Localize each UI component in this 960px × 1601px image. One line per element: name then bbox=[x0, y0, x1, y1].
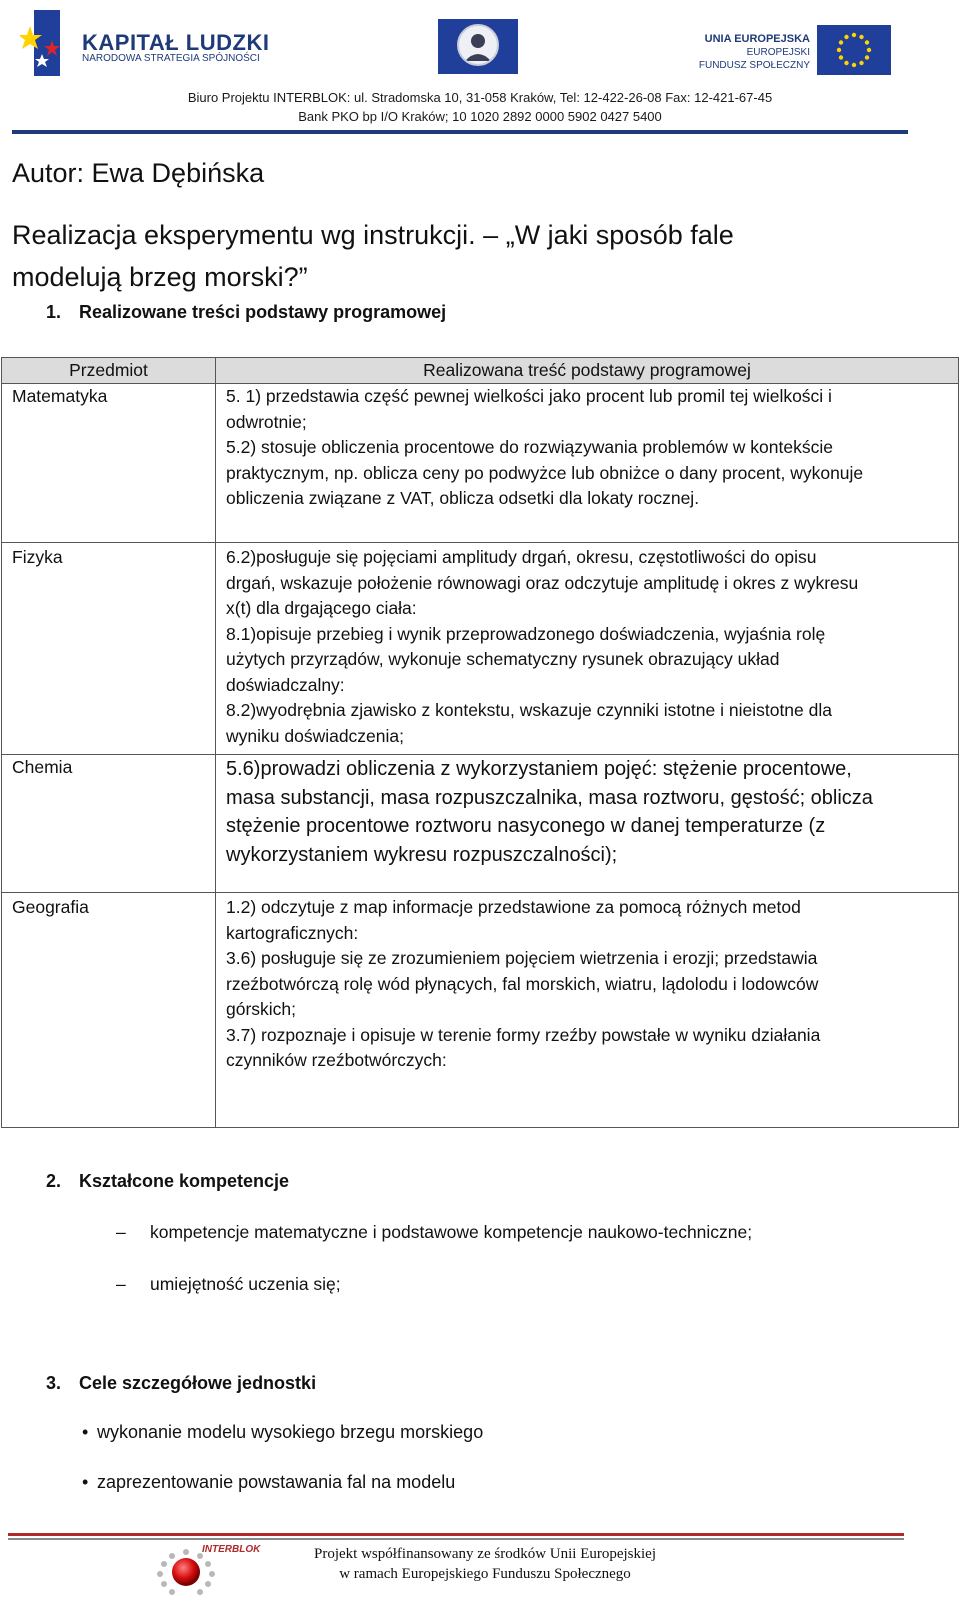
table-header-row bbox=[2, 358, 959, 384]
content-line: kartograficznych: bbox=[226, 922, 359, 943]
section-3-number: 3. bbox=[46, 1373, 62, 1393]
content-line: 3.6) posługuje się ze zrozumieniem pojęciem wietrzenia i erozji; przedstawia bbox=[226, 948, 818, 968]
address-line-1: Biuro Projektu INTERBLOK: ul. Stradomska 10, 31-058 Kraków, Tel: 12-422-26-08 Fax: 12-421-67-45 bbox=[187, 90, 773, 105]
table-row bbox=[2, 384, 959, 543]
author-line: Autor: Ewa Dębińska bbox=[12, 158, 265, 188]
content-line: czynników rzeźbotwórczych: bbox=[226, 1050, 447, 1070]
content-line: rzeźbotwórczą rolę wód płynących, fal morskich, wiatru, lądolodu i lodowców bbox=[226, 973, 819, 994]
content-line: użytych przyrządów, wykonuje schematyczny rysunek obrazujący układ bbox=[226, 649, 780, 669]
section-1-title: Realizowane treści podstawy programowej bbox=[79, 302, 447, 322]
content-line: odwrotnie; bbox=[226, 411, 307, 432]
content-line: 5.6)prowadzi obliczenia z wykorzystaniem pojęć: stężenie procentowe, bbox=[226, 758, 852, 780]
content-line: 8.1)opisuje przebieg i wynik przeprowadzonego doświadczenia, wyjaśnia rolę bbox=[226, 623, 826, 644]
content-line: stężenie procentowe roztworu nasyconego w danej temperaturze (z bbox=[226, 815, 826, 837]
address-line-2: Bank PKO bp I/O Kraków; 10 1020 2892 0000 5902 0427 5400 bbox=[298, 109, 662, 124]
subject-cell: Chemia bbox=[2, 755, 216, 893]
section-3-title: Cele szczegółowe jednostki bbox=[79, 1373, 317, 1393]
content-cell bbox=[216, 755, 959, 893]
header-divider bbox=[12, 130, 908, 134]
curriculum-table bbox=[1, 357, 959, 1128]
list-item: umiejętność uczenia się; bbox=[150, 1274, 341, 1294]
content-line: 6.2)posługuje się pojęciami amplitudy drgań, okresu, częstotliwości do opisu bbox=[226, 547, 817, 567]
content-line: wykorzystaniem wykresu rozpuszczalności); bbox=[226, 843, 618, 866]
eu-label-line3: FUNDUSZ SPOŁECZNY bbox=[698, 60, 810, 71]
section-1-number: 1. bbox=[46, 302, 62, 322]
kapital-ludzki-title: KAPITAŁ LUDZKI bbox=[82, 30, 270, 55]
table-row bbox=[2, 543, 959, 755]
content-line: x(t) dla drgającego ciała: bbox=[226, 598, 417, 618]
content-line: masa substancji, masa rozpuszczalnika, masa roztworu, gęstość; oblicza bbox=[226, 786, 873, 809]
bullet-marker: • bbox=[82, 1472, 89, 1492]
footer-divider-grey bbox=[8, 1538, 904, 1540]
section-2-number: 2. bbox=[46, 1171, 62, 1191]
content-line: wyniku doświadczenia; bbox=[226, 725, 405, 746]
content-cell bbox=[216, 384, 959, 543]
subject-cell: Matematyka bbox=[2, 384, 216, 543]
content-cell bbox=[216, 893, 959, 1128]
content-line: górskich; bbox=[226, 999, 297, 1019]
column-header-content: Realizowana treść podstawy programowej bbox=[216, 358, 959, 384]
interblok-logo-text: INTERBLOK bbox=[202, 1544, 261, 1555]
interblok-logo bbox=[150, 1540, 280, 1596]
portrait-seal-icon bbox=[438, 19, 518, 74]
content-line: obliczenia związane z VAT, oblicza odsetki dla lokaty rocznej. bbox=[226, 488, 700, 508]
document-title-line-2: modelują brzeg morski?” bbox=[12, 262, 308, 292]
list-item: wykonanie modelu wysokiego brzegu morskiego bbox=[97, 1422, 484, 1442]
content-line: 8.2)wyodrębnia zjawisko z kontekstu, wskazuje czynniki istotne i nieistotne dla bbox=[226, 700, 832, 720]
table-row bbox=[2, 755, 959, 893]
dash-marker: – bbox=[116, 1222, 126, 1242]
section-2-title: Kształcone kompetencje bbox=[79, 1171, 290, 1191]
document-title-line-1: Realizacja eksperymentu wg instrukcji. – „W jaki sposób fale bbox=[12, 220, 734, 250]
content-cell bbox=[216, 543, 959, 755]
footer-divider-red bbox=[8, 1533, 904, 1536]
column-header-subject: Przedmiot bbox=[2, 358, 216, 384]
content-line: 5. 1) przedstawia część pewnej wielkości jako procent lub promil tej wielkości i bbox=[226, 386, 832, 406]
list-item: zaprezentowanie powstawania fal na modelu bbox=[97, 1472, 456, 1492]
content-line: praktycznym, np. oblicza ceny po podwyżce lub obniżce o dany procent, wykonuje bbox=[226, 462, 864, 483]
content-line: 1.2) odczytuje z map informacje przedstawione za pomocą różnych metod bbox=[226, 897, 801, 917]
eu-flag-icon bbox=[817, 25, 891, 75]
eu-label-line2: EUROPEJSKI bbox=[746, 47, 810, 58]
table-row bbox=[2, 893, 959, 1128]
content-line: 3.7) rozpoznaje i opisuje w terenie formy rzeźby powstałe w wyniku działania bbox=[226, 1024, 821, 1045]
content-line: drgań, wskazuje położenie równowagi oraz odczytuje amplitudę i okres z wykresu bbox=[226, 572, 859, 593]
dash-marker: – bbox=[116, 1274, 126, 1294]
footer-line-1: Projekt współfinansowany ze środków Unii Europejskiej bbox=[313, 1546, 657, 1562]
list-item: kompetencje matematyczne i podstawowe kompetencje naukowo-techniczne; bbox=[150, 1222, 753, 1242]
content-line: doświadczalny: bbox=[226, 674, 345, 695]
subject-cell: Geografia bbox=[2, 893, 216, 1128]
subject-cell: Fizyka bbox=[2, 543, 216, 755]
kapital-ludzki-subtitle: NARODOWA STRATEGIA SPÓJNOŚCI bbox=[82, 53, 260, 64]
content-line: 5.2) stosuje obliczenia procentowe do rozwiązywania problemów w kontekście bbox=[226, 437, 833, 457]
footer-line-2: w ramach Europejskiego Funduszu Społecznego bbox=[339, 1566, 631, 1582]
bullet-marker: • bbox=[82, 1422, 89, 1442]
eu-label-line1: UNIA EUROPEJSKA bbox=[704, 33, 810, 45]
